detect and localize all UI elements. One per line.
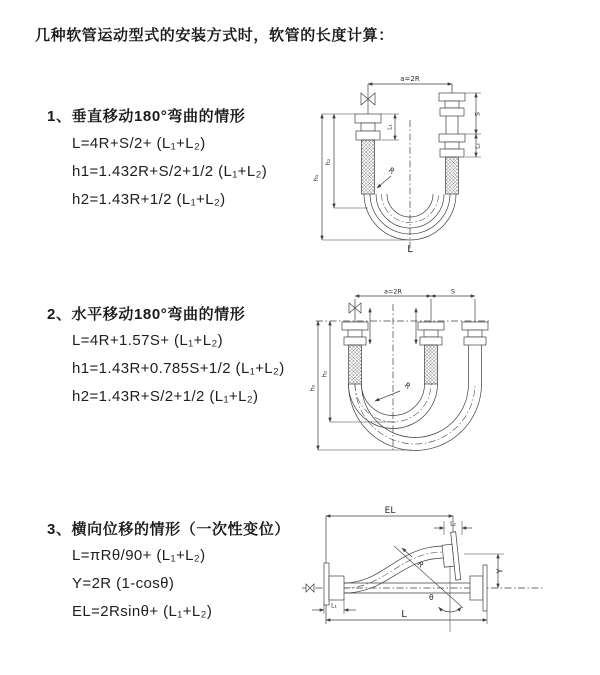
- section-2-heading: 2、水平移动180°弯曲的情形: [47, 306, 246, 323]
- right-flange: [470, 565, 487, 611]
- dim-label-l1: L₁: [386, 124, 394, 130]
- length-label: L: [407, 244, 413, 255]
- radius-label: R: [386, 165, 397, 176]
- diagram-vertical-180-bend: [310, 68, 590, 258]
- document-title: 几种软管运动型式的安装方式时，软管的长度计算：: [35, 27, 394, 44]
- dim-label-y: Y: [495, 568, 505, 574]
- formula-l: L=πRθ/90+ (L₁+L₂): [72, 547, 206, 564]
- left-fitting: [342, 322, 368, 345]
- formula-y: Y=2R (1-cosθ): [72, 575, 175, 592]
- dim-label-l: L: [401, 609, 407, 620]
- dim-label-s: S: [473, 111, 482, 117]
- dim-label-s: S: [450, 287, 456, 296]
- dim-label-l2: L₂: [474, 143, 482, 149]
- diagram-horizontal-180-bend: [308, 284, 600, 456]
- formula-h2: h2=1.43R+S/2+1/2 (L₁+L₂): [72, 388, 259, 405]
- dim-label-span: a=2R: [400, 75, 420, 83]
- hose-curved: [344, 546, 444, 593]
- formula-el: EL=2Rsinθ+ (L₁+L₂): [72, 603, 213, 620]
- dim-label-span: a=2R: [383, 287, 403, 296]
- valve-icon: [306, 584, 314, 592]
- formula-h1: h1=1.43R+0.785S+1/2 (L₁+L₂): [72, 360, 285, 377]
- dim-label-h2: h₂: [320, 370, 329, 378]
- dim-label-l2: L₂: [450, 520, 456, 528]
- formula-h2: h2=1.43R+1/2 (L₁+L₂): [72, 191, 226, 208]
- radius-arrow: [377, 176, 391, 188]
- left-flange: [324, 563, 344, 605]
- formula-h1: h1=1.432R+S/2+1/2 (L₁+L₂): [72, 163, 268, 180]
- radius-label: R: [415, 559, 426, 570]
- section-1-heading: 1、垂直移动180°弯曲的情形: [47, 108, 246, 125]
- upper-flange: [441, 532, 461, 581]
- formula-l: L=4R+1.57S+ (L₁+L₂): [72, 332, 224, 349]
- right-fitting-displaced: [462, 322, 488, 384]
- dim-label-h2: h₂: [324, 158, 332, 166]
- dim-label-h1: h₁: [312, 174, 320, 182]
- radius-arrow: [375, 391, 400, 401]
- hose-braid-right: [446, 157, 459, 194]
- section-3-heading: 3、横向位移的情形（一次性变位）: [47, 521, 290, 538]
- hose-u-bend-positions: [349, 384, 482, 451]
- left-fitting: [355, 114, 381, 140]
- hose-braid-middle: [425, 345, 438, 384]
- diagram-lateral-displacement: [298, 502, 600, 670]
- hose-braid-left: [362, 140, 375, 194]
- formula-l: L=4R+S/2+ (L₁+L₂): [72, 135, 206, 152]
- angle-label: θ: [429, 593, 434, 602]
- hose-braid-left: [349, 345, 362, 384]
- radius-label: R: [402, 380, 413, 391]
- right-fitting: [439, 93, 465, 157]
- dim-label-el: EL: [384, 506, 396, 516]
- dim-label-l1: L₁: [331, 602, 337, 610]
- middle-fitting: [418, 322, 444, 345]
- dim-label-h1: h₁: [308, 384, 317, 392]
